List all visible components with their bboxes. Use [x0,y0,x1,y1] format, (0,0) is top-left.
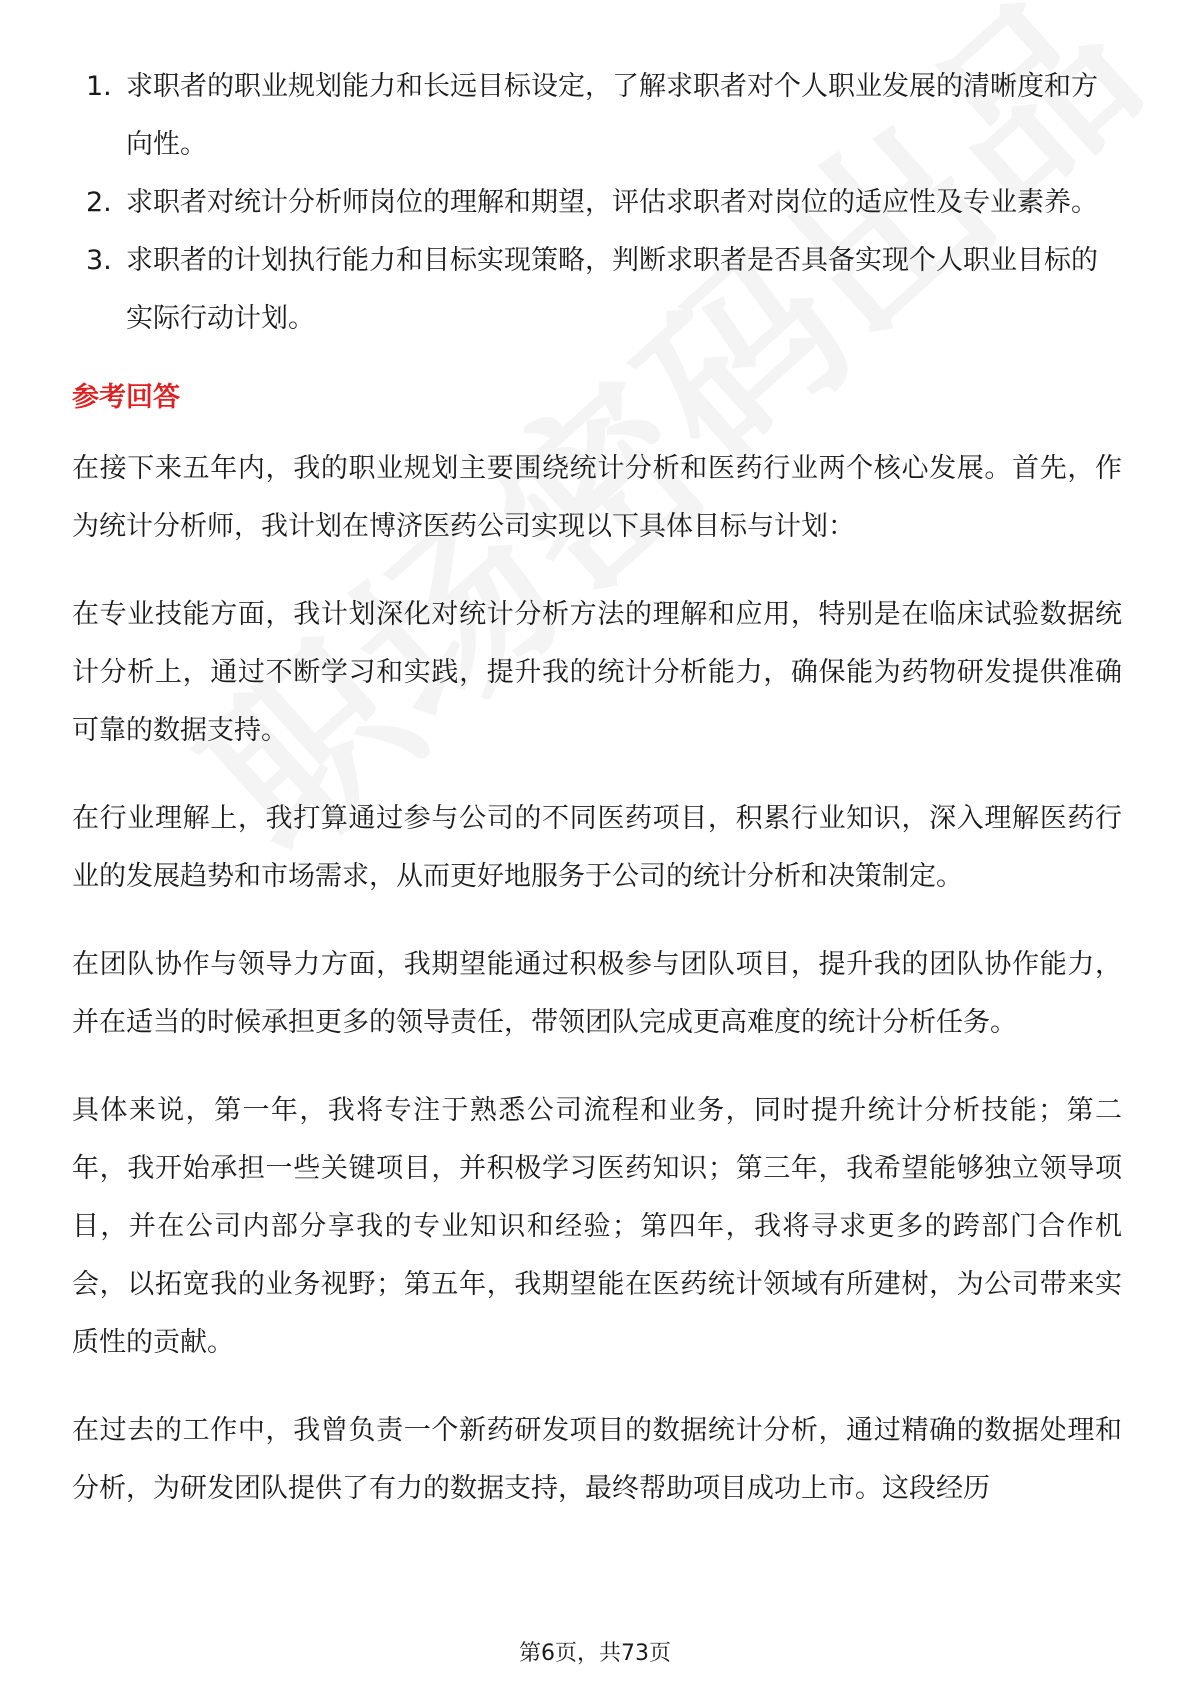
list-item-text: 求职者的职业规划能力和长远目标设定，了解求职者对个人职业发展的清晰度和方向性。 [126,71,1098,160]
list-item [72,232,1122,348]
paragraph: 具体来说，第一年，我将专注于熟悉公司流程和业务，同时提升统计分析技能；第二年，我开始承担一些关键项目，并积极学习医药知识；第三年，我希望能够独立领导项目，并在公司内部分享我的专业知识和经验；第四年，我将寻求更多的跨部门合作机会，以拓宽我的业务视野；第五年，我期望能在医药统计领域有所建树，为公司带来实质性的贡献。 [72,1095,1122,1358]
section-title: 参考回答 [72,382,180,413]
paragraph: 在接下来五年内，我的职业规划主要围绕统计分析和医药行业两个核心发展。首先，作为统计分析师，我计划在博济医药公司实现以下具体目标与计划： [72,453,1122,542]
list-item-number: 1. [86,71,112,102]
paragraph: 在行业理解上，我打算通过参与公司的不同医药项目，积累行业知识，深入理解医药行业的发展趋势和市场需求，从而更好地服务于公司的统计分析和决策制定。 [72,803,1122,892]
question-list [72,58,1122,348]
list-item-text: 求职者对统计分析师岗位的理解和期望，评估求职者对岗位的适应性及专业素养。 [126,187,1098,218]
paragraph: 在专业技能方面，我计划深化对统计分析方法的理解和应用，特别是在临床试验数据统计分析上，通过不断学习和实践，提升我的统计分析能力，确保能为药物研发提供准确可靠的数据支持。 [72,599,1122,746]
list-item-number: 3. [86,245,112,276]
list-item [72,174,1122,232]
list-item-number: 2. [86,187,112,218]
list-item-text: 求职者的计划执行能力和目标实现策略，判断求职者是否具备实现个人职业目标的实际行动计划。 [126,245,1098,334]
page-footer: 第6页，共73页 [519,1641,671,1666]
list-item [72,58,1122,174]
paragraph: 在团队协作与领导力方面，我期望能通过积极参与团队项目，提升我的团队协作能力，并在适当的时候承担更多的领导责任，带领团队完成更高难度的统计分析任务。 [72,949,1122,1038]
paragraph: 在过去的工作中，我曾负责一个新药研发项目的数据统计分析，通过精确的数据处理和分析，为研发团队提供了有力的数据支持，最终帮助项目成功上市。这段经历 [72,1415,1122,1504]
document-body [72,58,1122,1548]
